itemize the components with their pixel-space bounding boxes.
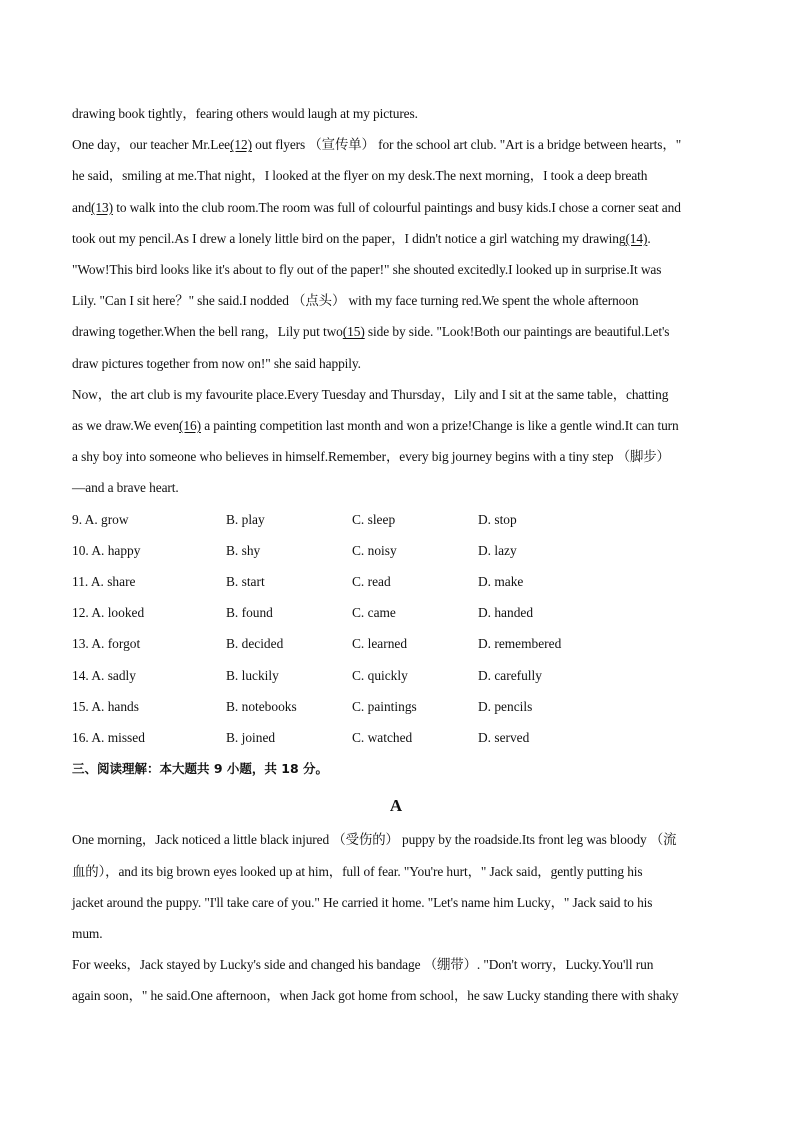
passage-line: [72, 223, 722, 254]
option-row: [72, 628, 722, 659]
passage-text: "Wow!This bird looks like it's about to fly out of the paper!" she shouted excitedly.I looked up in surprise.It was: [72, 262, 662, 278]
option-a[interactable]: 16. A. missed: [72, 730, 145, 746]
option-a[interactable]: 13. A. forgot: [72, 636, 141, 652]
passage-line: [72, 441, 722, 472]
option-b[interactable]: B. notebooks: [226, 698, 297, 714]
passage-line: [72, 348, 722, 379]
passage-line: [72, 918, 722, 949]
passage-text: again soon，" he said.One afternoon，when Jack got home from school，he saw Lucky standing there with shaky: [72, 988, 679, 1004]
passage-text: out flyers （宣传单） for the school art club. "Art is a bridge between hearts，": [251, 137, 682, 153]
option-d[interactable]: D. stop: [478, 511, 517, 527]
passage-line: [72, 887, 722, 918]
option-c[interactable]: C. paintings: [352, 698, 417, 714]
cloze-passage: [72, 98, 722, 504]
option-d[interactable]: D. make: [478, 574, 524, 590]
option-b[interactable]: B. joined: [226, 730, 276, 746]
option-row: [72, 566, 722, 597]
option-c[interactable]: C. sleep: [352, 511, 396, 527]
option-row: [72, 535, 722, 566]
option-a[interactable]: 12. A. looked: [72, 605, 145, 621]
passage-text: a shy boy into someone who believes in himself.Remember，every big journey begins with a tiny step （脚步）: [72, 449, 670, 465]
option-d[interactable]: D. handed: [478, 605, 534, 621]
option-c[interactable]: C. came: [352, 605, 396, 621]
option-b[interactable]: B. found: [226, 605, 273, 621]
passage-text: jacket around the puppy. "I'll take care of you." He carried it home. "Let's name him Lucky，" Jack said to his: [72, 894, 653, 910]
option-row: [72, 504, 722, 535]
option-b[interactable]: B. decided: [226, 636, 284, 652]
passage-line: [72, 379, 722, 410]
passage-line: [72, 410, 722, 441]
passage-text: side by side. "Look!Both our paintings are beautiful.Let's: [364, 324, 670, 340]
passage-text: drawing together.When the bell rang，Lily put two: [72, 324, 343, 340]
passage-text: as we draw.We even: [72, 418, 180, 434]
option-d[interactable]: D. pencils: [478, 698, 533, 714]
blank-16: (16): [179, 418, 201, 434]
option-d[interactable]: D. served: [478, 730, 530, 746]
passage-text: to walk into the club room.The room was full of colourful paintings and busy kids.I chose a corner seat and: [112, 199, 681, 215]
option-row: [72, 691, 722, 722]
blank-12: (12): [230, 137, 252, 153]
option-c[interactable]: C. quickly: [352, 667, 408, 683]
option-b[interactable]: B. start: [226, 574, 265, 590]
blank-13: (13): [91, 199, 113, 215]
passage-line: [72, 316, 722, 347]
passage-line: [72, 949, 722, 980]
option-row: [72, 722, 722, 753]
passage-text: .: [647, 230, 651, 246]
passage-text: —and a brave heart.: [72, 480, 179, 496]
section-heading: 三、阅读理解：本大题共 9 小题，共 18 分。: [72, 761, 329, 777]
option-row: [72, 660, 722, 691]
passage-text: drawing book tightly，fearing others would laugh at my pictures.: [72, 106, 418, 121]
passage-text: draw pictures together from now on!" she said happily.: [72, 355, 361, 371]
passage-line: [72, 856, 722, 887]
passage-text: Lily. "Can I sit here？" she said.I nodded （点头） with my face turning red.We spent the whole afternoon: [72, 293, 639, 309]
passage-text: Now，the art club is my favourite place.Every Tuesday and Thursday，Lily and I sit at the same table，chatting: [72, 386, 669, 402]
document-page: [72, 98, 722, 1012]
option-a[interactable]: 14. A. sadly: [72, 667, 136, 683]
option-d[interactable]: D. lazy: [478, 542, 517, 558]
option-d[interactable]: D. carefully: [478, 667, 542, 683]
passage-text: One morning，Jack noticed a little black injured （受伤的） puppy by the roadside.Its front leg was bloody （流: [72, 832, 677, 848]
blank-15: (15): [342, 324, 365, 340]
passage-line: [72, 285, 722, 316]
option-b[interactable]: B. shy: [226, 542, 261, 558]
passage-text: and: [72, 199, 92, 215]
option-a[interactable]: 9. A. grow: [72, 511, 129, 527]
option-b[interactable]: B. luckily: [226, 667, 279, 683]
passage-line: [72, 980, 722, 1011]
option-row: [72, 597, 722, 628]
answer-options: [72, 504, 722, 754]
reading-passage: [72, 824, 722, 1011]
passage-line: [72, 98, 722, 129]
passage-text: he said，smiling at me.That night，I looked at the flyer on my desk.The next morning，I took a deep breath: [72, 168, 648, 184]
passage-text: For weeks，Jack stayed by Lucky's side and changed his bandage （绷带）. "Don't worry，Lucky.You'll run: [72, 957, 654, 973]
option-a[interactable]: 10. A. happy: [72, 542, 141, 558]
option-b[interactable]: B. play: [226, 511, 265, 527]
blank-14: (14): [625, 230, 648, 246]
option-c[interactable]: C. learned: [352, 636, 408, 652]
passage-text: mum.: [72, 926, 103, 942]
passage-line: [72, 192, 722, 223]
option-c[interactable]: C. watched: [352, 730, 413, 746]
option-d[interactable]: D. remembered: [478, 636, 562, 652]
passage-line: [72, 824, 722, 855]
option-c[interactable]: C. read: [352, 574, 391, 590]
option-c[interactable]: C. noisy: [352, 542, 397, 558]
option-a[interactable]: 15. A. hands: [72, 698, 139, 714]
passage-text: a painting competition last month and won a prize!Change is like a gentle wind.It can turn: [200, 418, 679, 434]
passage-line: [72, 472, 722, 503]
passage-title: A: [389, 796, 403, 816]
passage-line: [72, 129, 722, 160]
passage-line: [72, 254, 722, 285]
passage-text: One day，our teacher Mr.Lee: [72, 137, 231, 153]
passage-line: [72, 160, 722, 191]
passage-text: 血的），and its big brown eyes looked up at him，full of fear. "You're hurt，" Jack said，gently putting his: [72, 863, 643, 879]
passage-text: took out my pencil.As I drew a lonely little bird on the paper，I didn't notice a girl watching my drawing: [72, 230, 626, 246]
option-a[interactable]: 11. A. share: [72, 574, 136, 590]
